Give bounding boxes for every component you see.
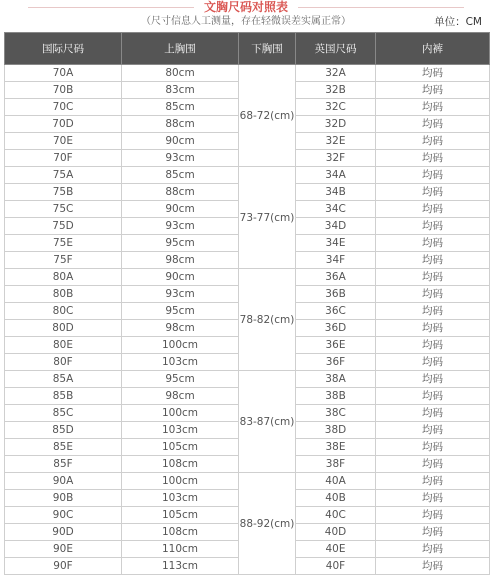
cell-uk-size: 40E — [296, 541, 376, 558]
cell-uk-size: 40D — [296, 524, 376, 541]
header-pants: 内裤 — [376, 33, 490, 65]
title-row — [0, 0, 492, 14]
cell-pants: 均码 — [376, 422, 490, 439]
cell-pants: 均码 — [376, 116, 490, 133]
cell-intl-size: 85C — [5, 405, 122, 422]
size-chart-table — [4, 32, 490, 575]
cell-pants: 均码 — [376, 490, 490, 507]
cell-upper-bust: 103cm — [122, 490, 239, 507]
cell-pants: 均码 — [376, 507, 490, 524]
table-header-row — [5, 33, 490, 65]
cell-upper-bust: 100cm — [122, 473, 239, 490]
cell-uk-size: 36B — [296, 286, 376, 303]
cell-intl-size: 70E — [5, 133, 122, 150]
header-intl-size: 国际尺码 — [5, 33, 122, 65]
cell-intl-size: 85D — [5, 422, 122, 439]
cell-upper-bust: 110cm — [122, 541, 239, 558]
cell-intl-size: 70B — [5, 82, 122, 99]
cell-intl-size: 80C — [5, 303, 122, 320]
cell-upper-bust: 90cm — [122, 269, 239, 286]
cell-upper-bust: 93cm — [122, 150, 239, 167]
cell-upper-bust: 90cm — [122, 201, 239, 218]
cell-pants: 均码 — [376, 252, 490, 269]
title-divider-right — [298, 7, 464, 8]
cell-uk-size: 34E — [296, 235, 376, 252]
cell-pants: 均码 — [376, 337, 490, 354]
cell-uk-size: 38E — [296, 439, 376, 456]
header-uk-size: 英国尺码 — [296, 33, 376, 65]
cell-intl-size: 85B — [5, 388, 122, 405]
cell-uk-size: 36A — [296, 269, 376, 286]
cell-upper-bust: 83cm — [122, 82, 239, 99]
cell-pants: 均码 — [376, 133, 490, 150]
table-row — [5, 167, 490, 184]
cell-intl-size: 90E — [5, 541, 122, 558]
cell-under-bust: 78-82(cm) — [239, 269, 296, 371]
cell-uk-size: 38B — [296, 388, 376, 405]
page-title: 文胸尺码对照表 — [203, 0, 288, 14]
cell-pants: 均码 — [376, 65, 490, 82]
cell-upper-bust: 105cm — [122, 439, 239, 456]
cell-uk-size: 36F — [296, 354, 376, 371]
cell-intl-size: 80D — [5, 320, 122, 337]
cell-uk-size: 34C — [296, 201, 376, 218]
cell-uk-size: 36D — [296, 320, 376, 337]
cell-pants: 均码 — [376, 99, 490, 116]
cell-intl-size: 75B — [5, 184, 122, 201]
cell-upper-bust: 93cm — [122, 286, 239, 303]
cell-uk-size: 40C — [296, 507, 376, 524]
cell-upper-bust: 80cm — [122, 65, 239, 82]
cell-intl-size: 80A — [5, 269, 122, 286]
cell-upper-bust: 88cm — [122, 116, 239, 133]
cell-intl-size: 85F — [5, 456, 122, 473]
cell-intl-size: 90C — [5, 507, 122, 524]
cell-intl-size: 70A — [5, 65, 122, 82]
cell-upper-bust: 103cm — [122, 422, 239, 439]
cell-upper-bust: 88cm — [122, 184, 239, 201]
cell-uk-size: 36E — [296, 337, 376, 354]
cell-uk-size: 34D — [296, 218, 376, 235]
cell-upper-bust: 108cm — [122, 524, 239, 541]
cell-upper-bust: 98cm — [122, 388, 239, 405]
cell-pants: 均码 — [376, 524, 490, 541]
cell-uk-size: 32E — [296, 133, 376, 150]
cell-pants: 均码 — [376, 320, 490, 337]
page-subtitle: （尺寸信息人工测量，存在轻微误差实属正常） — [141, 16, 351, 27]
cell-pants: 均码 — [376, 201, 490, 218]
cell-upper-bust: 95cm — [122, 235, 239, 252]
unit-label: 单位：CM — [434, 16, 482, 28]
cell-upper-bust: 100cm — [122, 337, 239, 354]
cell-intl-size: 70F — [5, 150, 122, 167]
cell-upper-bust: 113cm — [122, 558, 239, 575]
cell-pants: 均码 — [376, 82, 490, 99]
cell-upper-bust: 85cm — [122, 99, 239, 116]
cell-uk-size: 34F — [296, 252, 376, 269]
cell-upper-bust: 85cm — [122, 167, 239, 184]
cell-pants: 均码 — [376, 167, 490, 184]
cell-intl-size: 70C — [5, 99, 122, 116]
cell-uk-size: 38C — [296, 405, 376, 422]
cell-uk-size: 34A — [296, 167, 376, 184]
cell-intl-size: 90B — [5, 490, 122, 507]
table-row — [5, 473, 490, 490]
cell-upper-bust: 95cm — [122, 371, 239, 388]
cell-pants: 均码 — [376, 405, 490, 422]
cell-intl-size: 75C — [5, 201, 122, 218]
cell-intl-size: 75F — [5, 252, 122, 269]
cell-pants: 均码 — [376, 286, 490, 303]
cell-under-bust: 68-72(cm) — [239, 65, 296, 167]
cell-uk-size: 40F — [296, 558, 376, 575]
cell-pants: 均码 — [376, 303, 490, 320]
cell-intl-size: 85E — [5, 439, 122, 456]
cell-upper-bust: 90cm — [122, 133, 239, 150]
cell-upper-bust: 93cm — [122, 218, 239, 235]
cell-pants: 均码 — [376, 354, 490, 371]
cell-pants: 均码 — [376, 558, 490, 575]
cell-pants: 均码 — [376, 456, 490, 473]
cell-pants: 均码 — [376, 269, 490, 286]
cell-upper-bust: 103cm — [122, 354, 239, 371]
table-body — [5, 65, 490, 575]
cell-under-bust: 88-92(cm) — [239, 473, 296, 575]
cell-pants: 均码 — [376, 184, 490, 201]
header-upper-bust: 上胸围 — [122, 33, 239, 65]
cell-under-bust: 83-87(cm) — [239, 371, 296, 473]
cell-intl-size: 70D — [5, 116, 122, 133]
cell-under-bust: 73-77(cm) — [239, 167, 296, 269]
cell-uk-size: 38F — [296, 456, 376, 473]
cell-upper-bust: 105cm — [122, 507, 239, 524]
table-row — [5, 65, 490, 82]
cell-pants: 均码 — [376, 439, 490, 456]
cell-uk-size: 32F — [296, 150, 376, 167]
cell-uk-size: 38D — [296, 422, 376, 439]
cell-intl-size: 85A — [5, 371, 122, 388]
cell-uk-size: 40B — [296, 490, 376, 507]
cell-uk-size: 36C — [296, 303, 376, 320]
cell-pants: 均码 — [376, 473, 490, 490]
cell-pants: 均码 — [376, 371, 490, 388]
cell-intl-size: 75D — [5, 218, 122, 235]
cell-uk-size: 38A — [296, 371, 376, 388]
cell-pants: 均码 — [376, 541, 490, 558]
cell-pants: 均码 — [376, 218, 490, 235]
header-under-bust: 下胸围 — [239, 33, 296, 65]
cell-uk-size: 40A — [296, 473, 376, 490]
cell-upper-bust: 95cm — [122, 303, 239, 320]
cell-uk-size: 32C — [296, 99, 376, 116]
cell-pants: 均码 — [376, 150, 490, 167]
table-row — [5, 371, 490, 388]
cell-intl-size: 75E — [5, 235, 122, 252]
cell-pants: 均码 — [376, 388, 490, 405]
cell-uk-size: 34B — [296, 184, 376, 201]
cell-intl-size: 90F — [5, 558, 122, 575]
table-row — [5, 269, 490, 286]
cell-uk-size: 32D — [296, 116, 376, 133]
cell-intl-size: 80B — [5, 286, 122, 303]
cell-upper-bust: 100cm — [122, 405, 239, 422]
cell-intl-size: 80E — [5, 337, 122, 354]
cell-intl-size: 75A — [5, 167, 122, 184]
cell-uk-size: 32A — [296, 65, 376, 82]
cell-intl-size: 90A — [5, 473, 122, 490]
cell-upper-bust: 98cm — [122, 320, 239, 337]
cell-uk-size: 32B — [296, 82, 376, 99]
cell-upper-bust: 108cm — [122, 456, 239, 473]
cell-pants: 均码 — [376, 235, 490, 252]
cell-upper-bust: 98cm — [122, 252, 239, 269]
cell-intl-size: 90D — [5, 524, 122, 541]
cell-intl-size: 80F — [5, 354, 122, 371]
